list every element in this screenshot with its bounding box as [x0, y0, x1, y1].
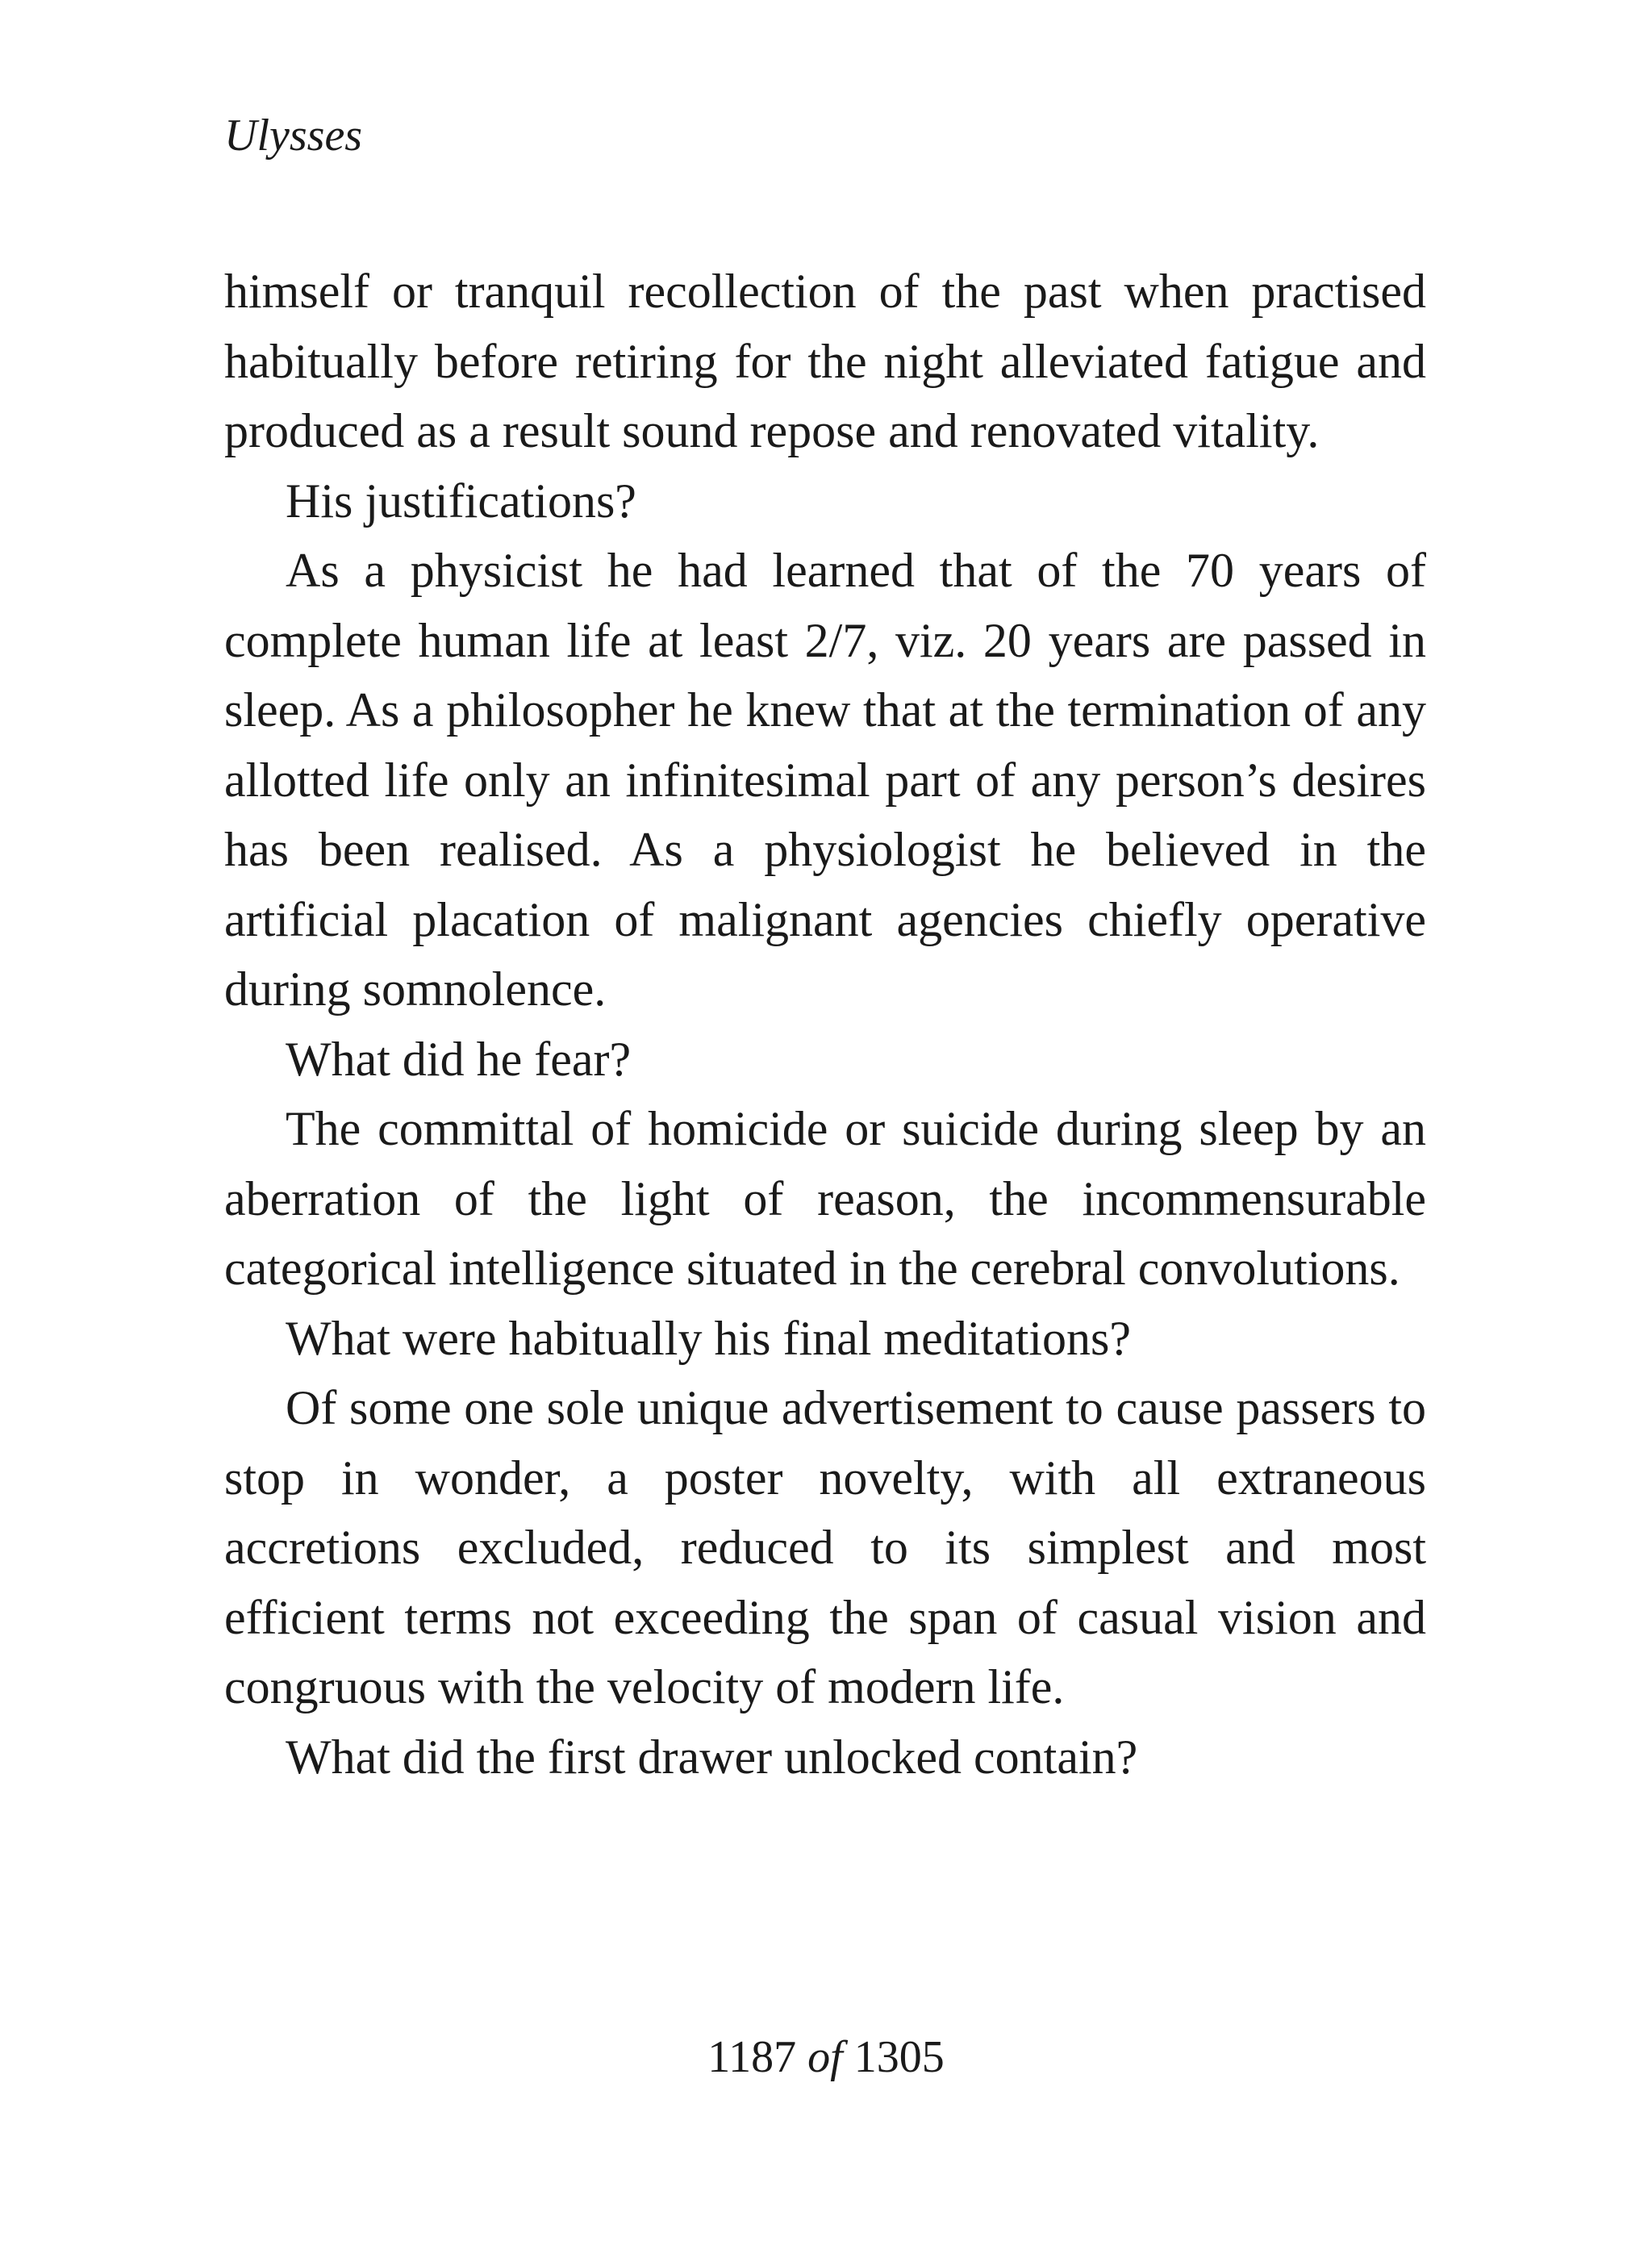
- paragraph-question: His justifications?: [286, 474, 636, 528]
- paragraph-question: What did he fear?: [286, 1032, 632, 1086]
- paragraph-answer: As a physicist he had learned that of the 70 years of complete human life at least 2/7, viz. 20 years are passed in sleep. As a philosopher he knew that at the termination of any allotted life only an infinitesimal part of any person’s desires has been realised. As a physiologist he believed in the artificial placation of malignant agencies chiefly operative during somnolence.: [224, 544, 1426, 1016]
- paragraph-continuation: himself or tranquil recollection of the past when practised habitually before retiring for the night alleviated fatigue and produced as a result sound repose and renovated vitality.: [224, 265, 1426, 457]
- running-head-title: Ulysses: [224, 111, 363, 161]
- page-of-label: of: [807, 2032, 843, 2082]
- total-page-count: 1305: [853, 2032, 945, 2082]
- paragraph-answer: Of some one sole unique advertisement to cause passers to stop in wonder, a poster novelty, with all extraneous accretions excluded, reduced to its simplest and most efficient terms not exceeding the span of casual vision and congruous with the velocity of modern life.: [224, 1381, 1426, 1713]
- paragraph-answer: The committal of homicide or suicide during sleep by an aberration of the light of reason, the incommensurable categorical intelligence situated in the cerebral convolutions.: [224, 1102, 1426, 1295]
- paragraph-question: What were habitually his final meditations?: [286, 1311, 1132, 1365]
- body-text: [224, 257, 1426, 1792]
- paragraph-question: What did the first drawer unlocked contain?: [286, 1730, 1138, 1784]
- page-number: [0, 2025, 1652, 2089]
- current-page-number: 1187: [707, 2032, 797, 2082]
